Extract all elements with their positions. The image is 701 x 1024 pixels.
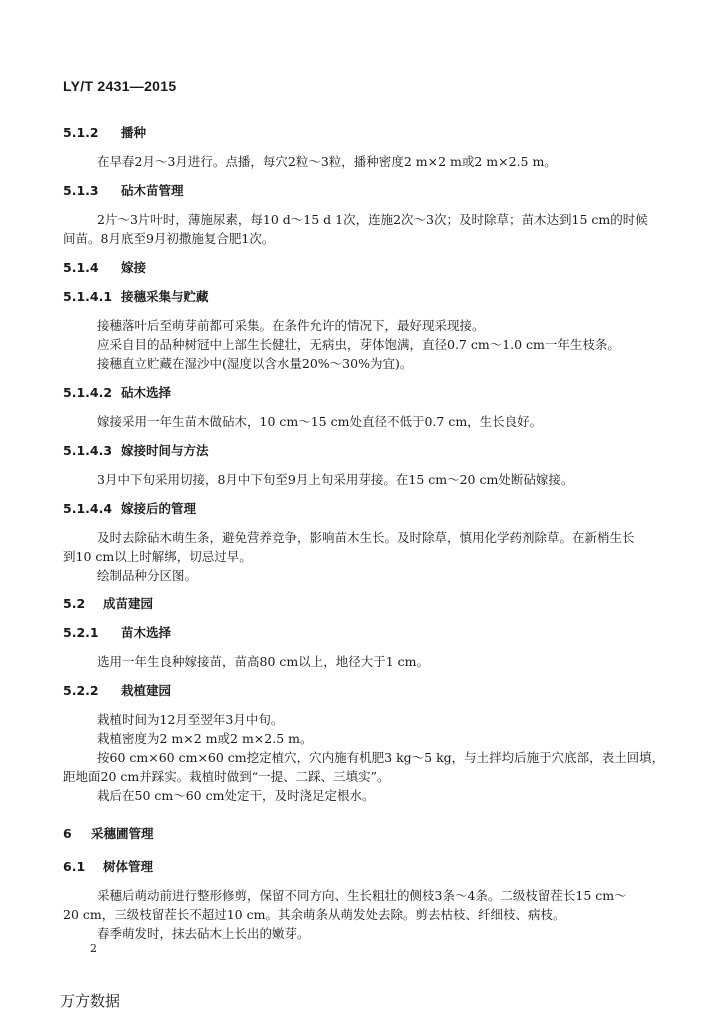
- paragraph: 嫁接采用一年生苗木做砧木，10 cm～15 cm处直径不低于0.7 cm，生长良好。: [97, 414, 543, 429]
- paragraph-continuation: 20 cm，三级枝留茬长不超过10 cm。其余萌条从萌发处去除。剪去枯枝、纤细枝、病枝。: [63, 907, 566, 922]
- section-heading-6: 6 采穗圃管理: [63, 826, 154, 841]
- paragraph: 选用一年生良种嫁接苗，苗高80 cm以上，地径大于1 cm。: [97, 654, 430, 669]
- paragraph: 采穗后萌动前进行整形修剪，保留不同方向、生长粗壮的侧枝3条～4条。二级枝留茬长15 cm～: [97, 888, 627, 903]
- section-heading-5-2: 5.2 成苗建园: [63, 596, 154, 611]
- section-heading-5-1-2: 5.1.2 播种: [63, 125, 147, 140]
- paragraph: 及时去除砧木萌生条，避免营养竞争，影响苗木生长。及时除草，慎用化学药剂除草。在新梢生长: [97, 530, 635, 545]
- paragraph-continuation: 距地面20 cm并踩实。栽植时做到“一提、二踩、三填实”。: [63, 769, 390, 784]
- paragraph-continuation: 间苗。8月底至9月初撒施复合肥1次。: [63, 231, 275, 246]
- standard-code: LY/T 2431—2015: [63, 78, 177, 94]
- paragraph: 栽后在50 cm～60 cm处定干，及时浇足定根水。: [97, 788, 375, 803]
- paragraph: 栽植时间为12月至翌年3月中旬。: [97, 712, 284, 727]
- section-heading-5-1-3: 5.1.3 砧木苗管理: [63, 183, 184, 198]
- section-heading-5-2-2: 5.2.2 栽植建园: [63, 683, 172, 698]
- section-heading-5-1-4-4: 5.1.4.4 嫁接后的管理: [63, 501, 197, 516]
- paragraph: 春季萌发时，抹去砧木上长出的嫩芽。: [97, 926, 310, 941]
- paragraph: 应采自目的品种树冠中上部生长健壮，无病虫，芽体饱满，直径0.7 cm～1.0 cm一年生枝条。: [97, 337, 620, 352]
- section-heading-5-1-4: 5.1.4 嫁接: [63, 260, 147, 275]
- paragraph: 3月中下旬采用切接，8月中下旬至9月上旬采用芽接。在15 cm～20 cm处断砧嫁接。: [97, 472, 574, 487]
- section-heading-5-2-1: 5.2.1 苗木选择: [63, 625, 172, 640]
- paragraph-continuation: 到10 cm以上时解绑，切忌过早。: [63, 549, 252, 564]
- section-heading-6-1: 6.1 树体管理: [63, 859, 154, 874]
- paragraph: 绘制品种分区图。: [97, 568, 198, 583]
- paragraph: 接穗直立贮藏在湿沙中(湿度以含水量20%～30%为宜)。: [97, 356, 413, 371]
- paragraph: 栽植密度为2 m×2 m或2 m×2.5 m。: [97, 731, 313, 746]
- watermark: 万方数据: [60, 992, 121, 1010]
- section-heading-5-1-4-2: 5.1.4.2 砧木选择: [63, 385, 172, 400]
- paragraph: 按60 cm×60 cm×60 cm挖定植穴，穴内施有机肥3 kg～5 kg，与土拌均后施于穴底部，表土回填，: [97, 750, 665, 765]
- paragraph: 2片～3片叶时，薄施尿素，每10 d～15 d 1次，连施2次～3次；及时除草；苗木达到15 cm的时候: [97, 212, 648, 227]
- paragraph: 接穗落叶后至萌芽前都可采集。在条件允许的情况下，最好现采现接。: [97, 318, 485, 333]
- page-number: 2: [90, 942, 97, 955]
- paragraph: 在早春2月～3月进行。点播，每穴2粒～3粒，播种密度2 m×2 m或2 m×2.5 m。: [97, 154, 557, 169]
- section-heading-5-1-4-1: 5.1.4.1 接穗采集与贮藏: [63, 289, 209, 304]
- section-heading-5-1-4-3: 5.1.4.3 嫁接时间与方法: [63, 443, 209, 458]
